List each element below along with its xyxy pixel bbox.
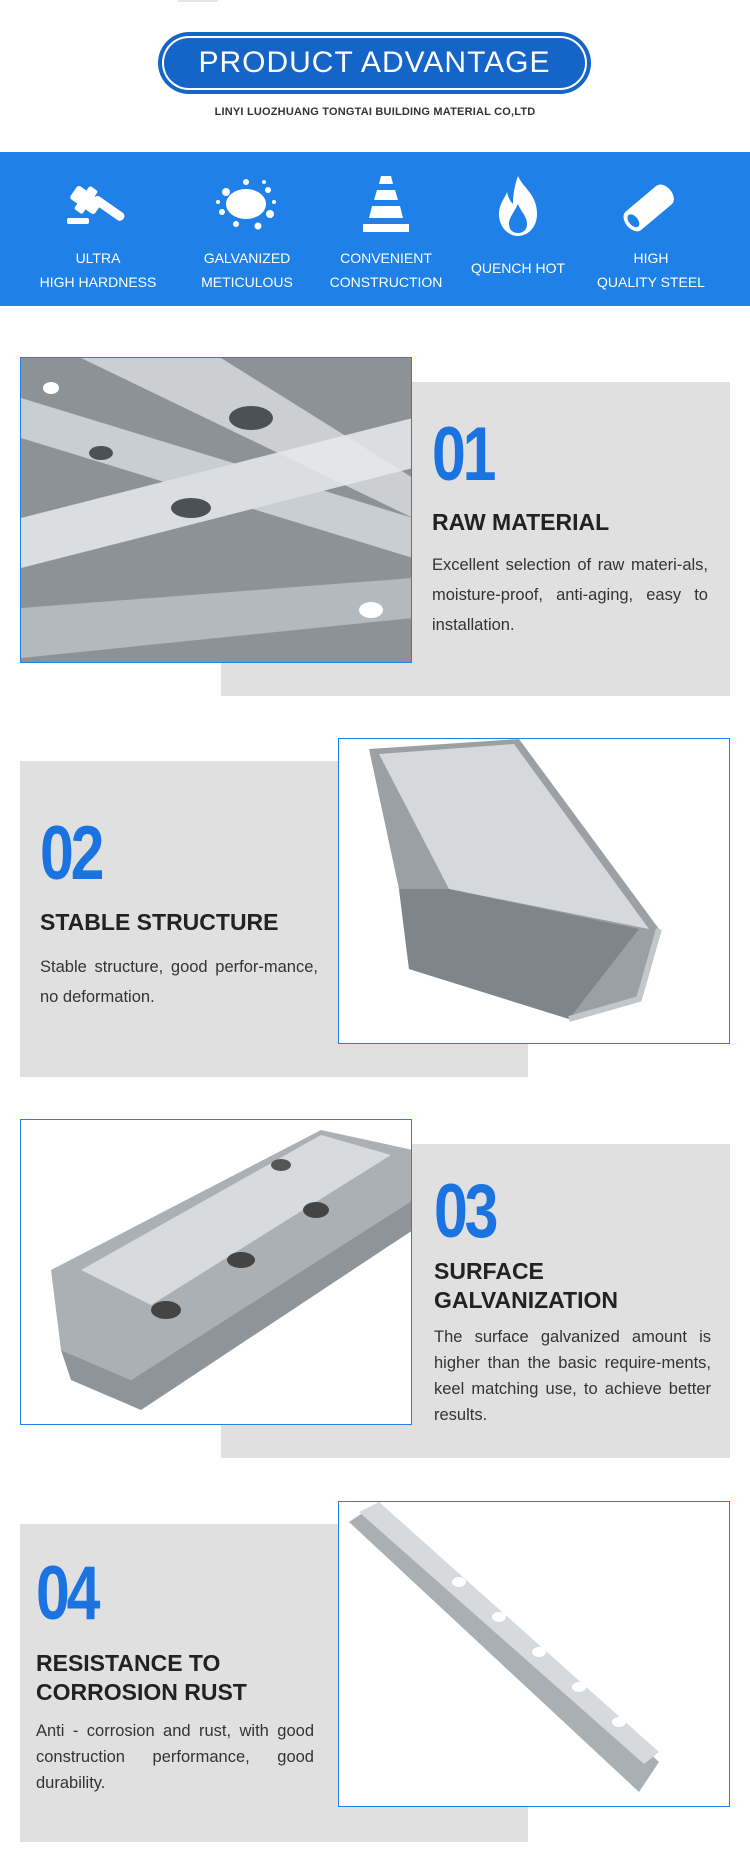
section-02-title: STABLE STRUCTURE: [40, 909, 279, 935]
title-line1: RESISTANCE TO: [36, 1650, 221, 1676]
feature-high-quality-steel: [576, 152, 726, 306]
feature-label-line2: METICULOUS: [201, 274, 293, 290]
company-name: LINYI LUOZHUANG TONGTAI BUILDING MATERIAL CO,LTD: [214, 106, 536, 118]
section-04-photo: [338, 1501, 730, 1807]
feature-label-line1: CONVENIENT: [340, 250, 432, 266]
section-03-title: [434, 1257, 618, 1315]
feature-band: [0, 152, 750, 306]
section-01-title: RAW MATERIAL: [432, 509, 610, 535]
section-02-photo: [338, 738, 730, 1044]
title-line2: GALVANIZATION: [434, 1287, 618, 1313]
splash-icon: [212, 174, 282, 238]
feature-label-line2: CONSTRUCTION: [329, 274, 443, 290]
feature-label-line1: GALVANIZED: [203, 250, 291, 266]
feature-convenient-construction: [311, 152, 461, 306]
title-banner: [162, 36, 587, 90]
flame-icon: [483, 174, 553, 238]
section-03-photo: [20, 1119, 412, 1425]
hammer-icon: [63, 174, 133, 238]
steel-pipe-icon: [616, 174, 686, 238]
feature-label-line1: ULTRA: [75, 250, 121, 266]
feature-label-line1: HIGH: [633, 250, 669, 266]
page-title: PRODUCT ADVANTAGE: [198, 46, 551, 79]
title-line1: SURFACE: [434, 1258, 544, 1284]
feature-ultra-high-hardness: [23, 152, 173, 306]
feature-label-line2: QUALITY STEEL: [597, 274, 705, 290]
section-01-number: 01: [432, 412, 494, 497]
section-03-number: 03: [434, 1169, 496, 1254]
section-04-title: [36, 1649, 247, 1707]
section-04-description: Anti - corrosion and rust, with good construction performance, good durability.: [36, 1722, 314, 1792]
feature-label-line2: HIGH HARDNESS: [39, 274, 157, 290]
feature-galvanized: [172, 152, 322, 306]
title-line2: CORROSION RUST: [36, 1679, 247, 1705]
feature-label-line1: QUENCH HOT: [470, 260, 566, 276]
section-03-description: The surface galvanized amount is higher than the basic require-ments, keel matching use, to achieve better results.: [434, 1328, 711, 1424]
section-04-number: 04: [36, 1551, 98, 1636]
feature-quench-hot: [443, 152, 593, 306]
section-01-photo: [20, 357, 412, 663]
traffic-cone-icon: [351, 174, 421, 238]
section-02-description: Stable structure, good perfor-mance, no deformation.: [40, 958, 318, 1006]
section-01-description: Excellent selection of raw materi-als, moisture-proof, anti-aging, easy to installation.: [432, 556, 708, 634]
top-divider: [178, 0, 218, 2]
section-02-number: 02: [40, 811, 102, 896]
